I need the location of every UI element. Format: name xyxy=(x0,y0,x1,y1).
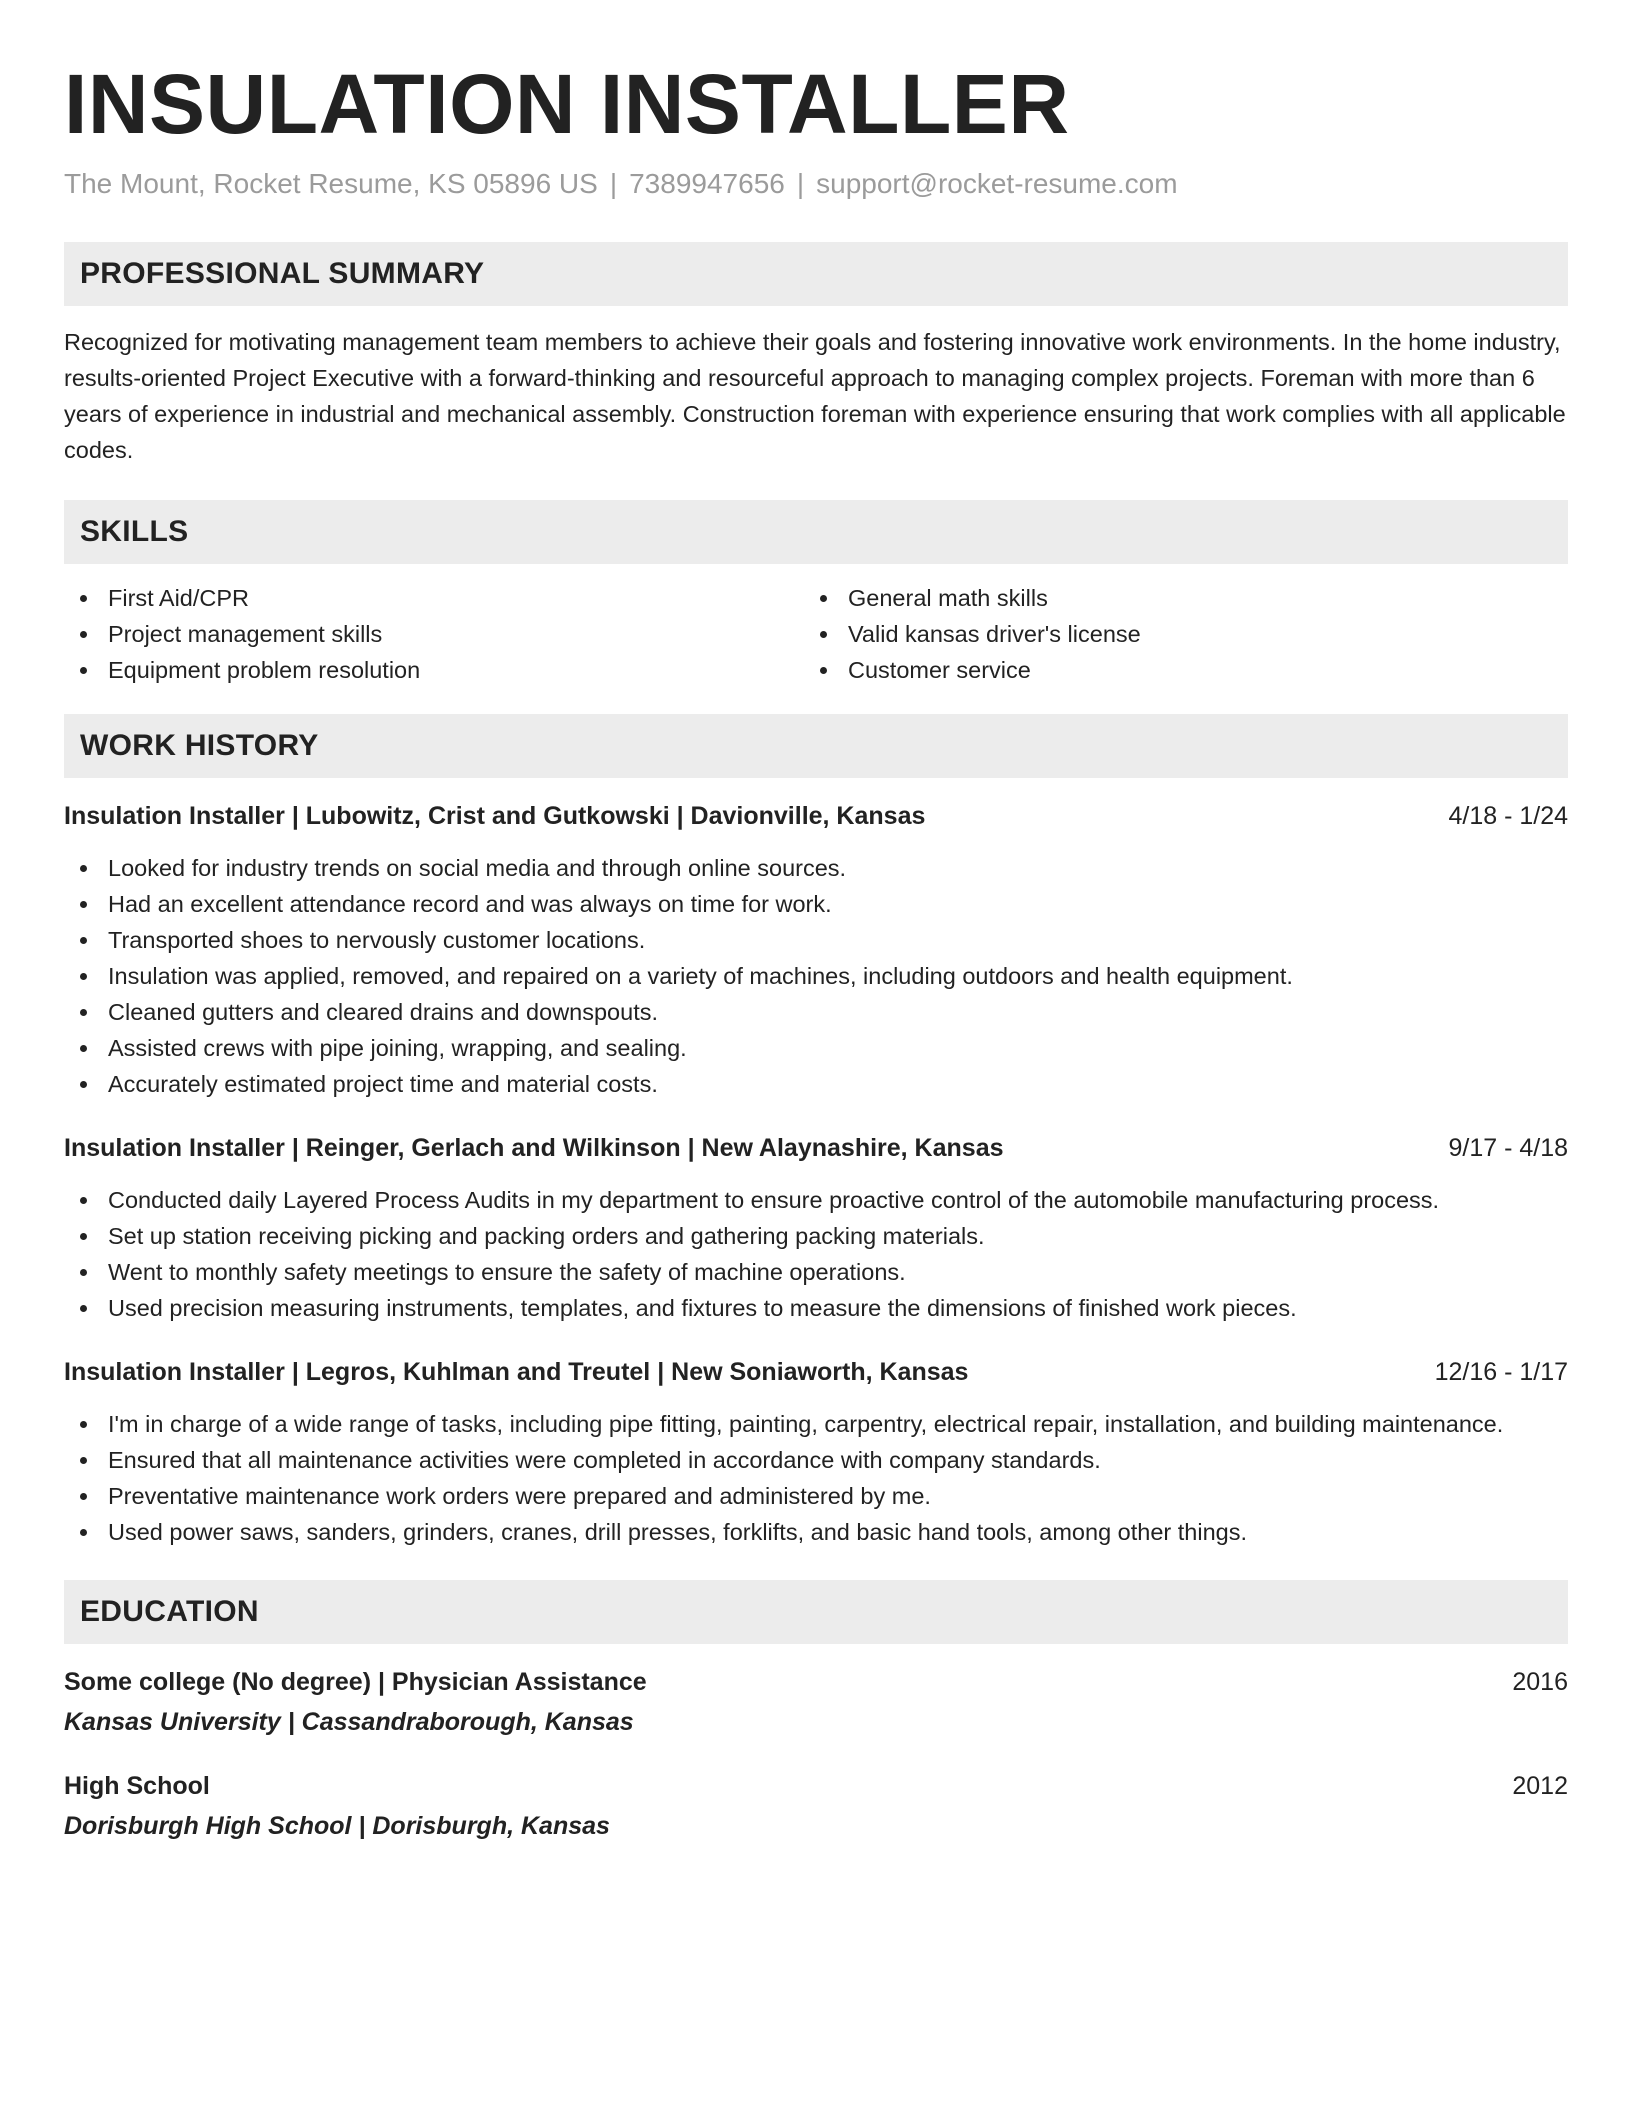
job-duty: I'm in charge of a wide range of tasks, including pipe fitting, painting, carpentry, electrical repair, installation, and building maintenance. xyxy=(64,1406,1568,1442)
education-school: Dorisburgh High School | Dorisburgh, Kansas xyxy=(64,1812,610,1840)
job-entry xyxy=(64,1130,1568,1326)
job-duty: Had an excellent attendance record and was always on time for work. xyxy=(64,886,1568,922)
job-duties xyxy=(64,1406,1568,1550)
job-dates: 4/18 - 1/24 xyxy=(1448,802,1568,830)
skill-item: First Aid/CPR xyxy=(64,580,804,616)
job-duty: Accurately estimated project time and material costs. xyxy=(64,1066,1568,1102)
job-duties xyxy=(64,850,1568,1102)
job-dates: 12/16 - 1/17 xyxy=(1434,1358,1568,1386)
education-entry xyxy=(64,1768,1568,1844)
education-degree: Some college (No degree) | Physician Assistance xyxy=(64,1668,647,1696)
summary-text: Recognized for motivating management team members to achieve their goals and fostering innovative work environments. In the home industry, results-oriented Project Executive with a forward-thinking and resourceful approach to managing complex projects. Foreman with more than 6 years of experience in industrial and mechanical assembly. Construction foreman with experience ensuring that work complies with all applicable codes. xyxy=(64,329,1566,463)
job-header xyxy=(64,798,1568,834)
contact-address: The Mount, Rocket Resume, KS 05896 US xyxy=(64,168,598,199)
candidate-name: INSULATION INSTALLER xyxy=(64,57,1070,151)
job-entry xyxy=(64,1354,1568,1550)
job-duty: Set up station receiving picking and packing orders and gathering packing materials. xyxy=(64,1218,1568,1254)
job-dates: 9/17 - 4/18 xyxy=(1448,1134,1568,1162)
education-header xyxy=(64,1768,1568,1804)
job-duty: Assisted crews with pipe joining, wrapping, and sealing. xyxy=(64,1030,1568,1066)
skills-column-right xyxy=(804,580,1544,688)
contact-separator: | xyxy=(609,168,618,199)
job-duty: Went to monthly safety meetings to ensure the safety of machine operations. xyxy=(64,1254,1568,1290)
job-duty: Insulation was applied, removed, and repaired on a variety of machines, including outdoors and health equipment. xyxy=(64,958,1568,994)
education-heading: EDUCATION xyxy=(64,1580,1568,1644)
education-degree: High School xyxy=(64,1772,210,1800)
resume-page xyxy=(64,56,1568,1844)
job-duties xyxy=(64,1182,1568,1326)
work-history-heading: WORK HISTORY xyxy=(64,714,1568,778)
education-school: Kansas University | Cassandraborough, Kansas xyxy=(64,1708,634,1736)
summary-heading: PROFESSIONAL SUMMARY xyxy=(64,242,1568,306)
skill-item: Project management skills xyxy=(64,616,804,652)
contact-line xyxy=(64,166,1568,202)
skills-list xyxy=(64,580,1568,688)
job-title: Insulation Installer | Legros, Kuhlman and Treutel | New Soniaworth, Kansas xyxy=(64,1358,969,1386)
skill-item: Customer service xyxy=(804,652,1544,688)
job-entry xyxy=(64,798,1568,1102)
education-header xyxy=(64,1664,1568,1700)
job-duty: Used power saws, sanders, grinders, cranes, drill presses, forklifts, and basic hand tools, among other things. xyxy=(64,1514,1568,1550)
contact-phone: 7389947656 xyxy=(629,168,785,199)
skills-heading: SKILLS xyxy=(64,500,1568,564)
job-duty: Looked for industry trends on social media and through online sources. xyxy=(64,850,1568,886)
skill-item: General math skills xyxy=(804,580,1544,616)
education-entry xyxy=(64,1664,1568,1740)
job-duty: Used precision measuring instruments, templates, and fixtures to measure the dimensions of finished work pieces. xyxy=(64,1290,1568,1326)
education-year: 2016 xyxy=(1512,1668,1568,1696)
contact-separator: | xyxy=(796,168,805,199)
job-title: Insulation Installer | Lubowitz, Crist and Gutkowski | Davionville, Kansas xyxy=(64,802,926,830)
skill-item: Valid kansas driver's license xyxy=(804,616,1544,652)
skill-item: Equipment problem resolution xyxy=(64,652,804,688)
job-duty: Conducted daily Layered Process Audits in my department to ensure proactive control of the automobile manufacturing process. xyxy=(64,1182,1568,1218)
job-header xyxy=(64,1354,1568,1390)
job-duty: Transported shoes to nervously customer locations. xyxy=(64,922,1568,958)
contact-email: support@rocket-resume.com xyxy=(816,168,1178,199)
skills-column-left xyxy=(64,580,804,688)
job-duty: Preventative maintenance work orders were prepared and administered by me. xyxy=(64,1478,1568,1514)
job-duty: Cleaned gutters and cleared drains and downspouts. xyxy=(64,994,1568,1030)
job-duty: Ensured that all maintenance activities were completed in accordance with company standards. xyxy=(64,1442,1568,1478)
education-year: 2012 xyxy=(1512,1772,1568,1800)
job-title: Insulation Installer | Reinger, Gerlach and Wilkinson | New Alaynashire, Kansas xyxy=(64,1134,1004,1162)
job-header xyxy=(64,1130,1568,1166)
